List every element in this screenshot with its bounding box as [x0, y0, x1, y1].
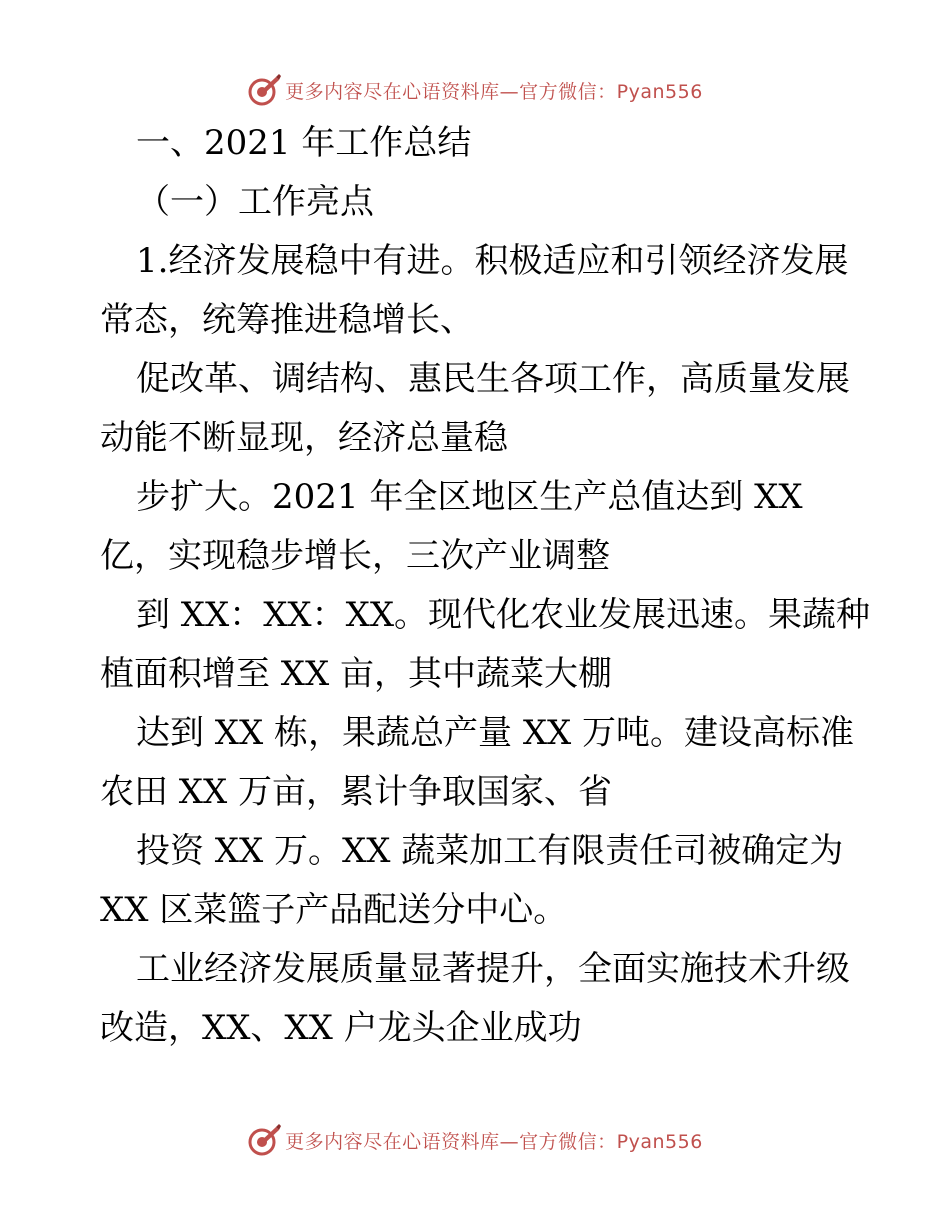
text-line: 亿，实现稳步增长，三次产业调整 — [100, 536, 610, 576]
pen-logo-icon — [247, 1123, 281, 1157]
text-line: 农田 XX 万亩，累计争取国家、省 — [100, 772, 613, 812]
text-line: 步扩大。2021 年全区地区生产总值达到 XX — [136, 477, 803, 517]
text-line: 改造，XX、XX 户龙头企业成功 — [100, 1008, 582, 1048]
text-line: 投资 XX 万。XX 蔬菜加工有限责任司被确定为 — [136, 831, 844, 871]
watermark-text: 更多内容尽在心语资料库—官方微信：Pyan556 — [285, 1130, 703, 1153]
text-line: 植面积增至 XX 亩，其中蔬菜大棚 — [100, 654, 613, 694]
watermark-text: 更多内容尽在心语资料库—官方微信：Pyan556 — [285, 80, 703, 103]
text-line: 达到 XX 栋，果蔬总产量 XX 万吨。建设高标准 — [136, 713, 855, 753]
text-line: 动能不断显现，经济总量稳 — [100, 418, 508, 458]
section-heading: 一、2021 年工作总结 — [136, 123, 472, 163]
text-line: 促改革、调结构、惠民生各项工作，高质量发展 — [136, 359, 850, 399]
text-line: 工业经济发展质量显著提升，全面实施技术升级 — [136, 949, 850, 989]
subsection-heading: （一）工作亮点 — [136, 182, 374, 222]
text-line: 常态，统筹推进稳增长、 — [100, 300, 474, 340]
text-line: 1.经济发展稳中有进。积极适应和引领经济发展 — [136, 241, 849, 281]
watermark-footer — [0, 1120, 950, 1160]
watermark-header — [0, 70, 950, 110]
document-body — [100, 123, 871, 1070]
text-line: 到 XX：XX：XX。现代化农业发展迅速。果蔬种 — [136, 595, 871, 635]
text-line: XX 区菜篮子产品配送分中心。 — [100, 890, 568, 930]
pen-logo-icon — [247, 73, 281, 107]
paragraph — [100, 241, 871, 1048]
